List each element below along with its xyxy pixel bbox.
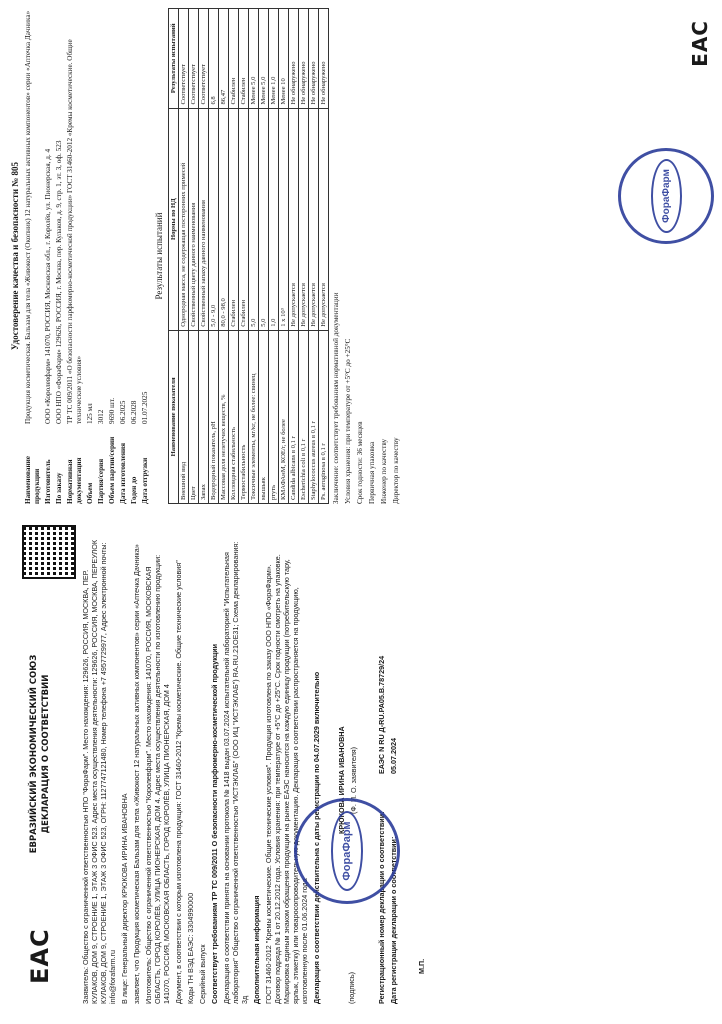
table-cell: Водородный показатель, pH <box>209 330 219 503</box>
union-title: ЕВРАЗИЙСКИЙ ЭКОНОМИЧЕСКИЙ СОЮЗ <box>29 654 39 854</box>
table-cell: 80,0 - 98,0 <box>219 108 229 330</box>
doc-title: ДЕКЛАРАЦИЯ О СООТВЕТСТВИИ <box>41 674 51 834</box>
field-value: ООО «Королевфарм» 141070, РОССИЯ, Московская обл., г. Королёв, ул. Пионерская, д. 4 <box>44 148 52 424</box>
certificate-field <box>130 8 139 504</box>
table-row <box>229 9 239 504</box>
table-row <box>309 9 319 504</box>
stamp-right-text: ФораФарм <box>660 169 672 223</box>
table-cell: Не допускается <box>319 108 329 330</box>
table-cell: Не допускается <box>309 108 319 330</box>
table-cell: Не допускается <box>299 108 309 330</box>
reg-number-label: Регистрационный номер декларации о соответствии: <box>377 811 386 1004</box>
field-label: Годен до <box>130 476 138 504</box>
validity-text: Декларация о соответствии действительна с даты регистрации по 04.07.2029 включительно <box>312 671 321 1004</box>
field-value: Продукция косметическая. Бальзам для тела «Живокост (Окопник) 12 натуральных активных компонентов» серии «Аптечка Дачника» <box>24 10 32 424</box>
table-cell: Candida albicans в 0,1 г <box>289 330 299 503</box>
table-cell: Ps. aeruginosa в 0,1 г <box>319 330 329 503</box>
table-cell: Стабилен <box>229 108 239 330</box>
reg-date: 05.07.2024 <box>389 738 398 774</box>
table-row <box>209 9 219 504</box>
field-value: 125 мл <box>86 403 94 424</box>
table-cell: Стабилен <box>229 9 239 109</box>
shelf-text: Срок годности: 36 месяцев <box>356 421 364 504</box>
table-cell: Массовая доля нелетучих веществ, % <box>219 330 229 503</box>
table-cell: Escherichia coli в 0,1 г <box>299 330 309 503</box>
table-row <box>249 9 259 504</box>
table-cell: Свойственный запаху данного наименования <box>199 108 209 330</box>
table-cell: Соответствует <box>199 9 209 109</box>
declaration-page <box>0 524 722 1024</box>
packaging-text: Первичная упаковка <box>368 441 376 504</box>
table-header-cell: Нормы по НД <box>169 108 179 330</box>
field-label: Наименование продукции <box>24 456 41 504</box>
stamp-right <box>618 148 714 244</box>
conclusion-text: Заключение: соответствует требованиям нормативной документации <box>332 292 340 504</box>
results-table <box>168 8 329 504</box>
table-cell: Staphylococcus aureus в 0,1 г <box>309 330 319 503</box>
field-label: Объем <box>86 482 94 504</box>
reg-date-label: Дата регистрации декларации о соответствии: <box>389 836 398 1004</box>
table-cell: 6,8 <box>209 9 219 109</box>
declares-text: заявляет, что Продукция косметическая Бальзам для тела «Живокост 12 натуральных активных компонентов» серии «Аптечка Дачника» <box>132 544 141 1004</box>
table-cell: 1,0 <box>269 108 279 330</box>
company-stamp <box>294 798 400 904</box>
serial-text: Серийный выпуск <box>198 944 207 1004</box>
table-row <box>259 9 269 504</box>
field-value: 01.07.2025 <box>141 391 149 424</box>
field-label: По заказу <box>55 472 63 504</box>
table-cell: Не обнаружено <box>309 9 319 109</box>
results-title: Результаты испытаний <box>154 212 164 300</box>
table-row <box>269 9 279 504</box>
table-row <box>239 9 249 504</box>
table-cell: Термостабильность <box>239 330 249 503</box>
reg-number: ЕАЭС N RU Д-RU.РА05.В.78729/24 <box>377 655 386 774</box>
qr-code-icon <box>22 525 76 579</box>
table-cell: Соответствует <box>179 9 189 109</box>
table-row <box>299 9 309 504</box>
table-cell: Стабилен <box>239 9 249 109</box>
table-cell: Внешний вид <box>179 330 189 503</box>
field-label: Нормативная документация <box>66 457 83 504</box>
table-cell: Однородная масса, не содержащая посторонних примесей <box>179 108 189 330</box>
table-cell: Цвет <box>189 330 199 503</box>
field-label: Дата изготовления <box>119 442 127 504</box>
conformity-text: Соответствует требованиям ТР ТС 009/2011 О безопасности парфюмерно-косметической продукции <box>210 643 219 1004</box>
director-text: Директор по качеству <box>392 437 400 504</box>
field-label: Изготовитель <box>44 459 52 504</box>
field-value: 9690 шт. <box>108 397 116 424</box>
sign-label: (Ф. И. О. заявителя) <box>349 746 358 814</box>
certificate-field <box>97 8 106 504</box>
table-cell: Не обнаружено <box>289 9 299 109</box>
table-cell: ртуть <box>269 330 279 503</box>
table-row <box>179 9 189 504</box>
certificate-title: Удостоверение качества и безопасности № 805 <box>10 161 20 351</box>
codes-text: Коды ТН ВЭД ЕАЭС: 3304990000 <box>186 892 195 1004</box>
certificate-field <box>44 8 53 504</box>
table-cell: Запах <box>199 330 209 503</box>
table-header <box>169 9 179 504</box>
eac-logo-right: ЕАС <box>688 20 712 67</box>
table-cell: мышьяк <box>259 330 269 503</box>
table-body <box>179 9 329 504</box>
sign-name: КРЮКОВА ИРИНА ИВАНОВНА <box>337 726 346 834</box>
table-cell: Коллоидная стабильность <box>229 330 239 503</box>
table-cell: Стабилен <box>239 108 249 330</box>
table-cell: Не обнаружено <box>299 9 309 109</box>
field-label: Партия/серия <box>97 458 105 504</box>
field-value: 06.2028 <box>130 400 138 424</box>
table-row <box>219 9 229 504</box>
documents-text: Документ, в соответствии с которым изготовлена продукция: ГОСТ 31460-2012 "Кремы косметические. Общие технические условия" <box>174 560 183 1004</box>
certificate-field <box>119 8 128 504</box>
table-row <box>189 9 199 504</box>
table-cell: Не обнаружено <box>319 9 329 109</box>
sign-caption: (подпись) <box>347 972 356 1004</box>
certificate-fields <box>24 8 150 504</box>
extra-title: Дополнительная информация <box>252 895 261 1004</box>
table-row <box>289 9 299 504</box>
applicant-text: Заявитель: Общество с ограниченной ответственностью НПО "ФораФарм". Место нахождения: 129626, РОССИЯ, МОСКВА, ПЕР. КУЛАКОВ, ДОМ 9, СТРОЕНИЕ 1, ЭТАЖ 3 ОФИС 523. Адрес места осуществления деятельности: 129626, РОССИЯ, МОСКВА, ПЕРЕУЛОК КУЛАКОВ, ДОМ 9, СТРОЕНИЕ 1, ЭТАЖ 3 ОФИС 523, ОГРН: 1127747121480, Номер телефона +7 4957729977, Адрес электронной почты: info@forafarm.ru <box>81 539 117 1004</box>
storage-text: Условия хранения: при температуре от +5°С до +25°С <box>344 338 352 504</box>
table-cell: Соответствует <box>189 9 199 109</box>
table-row <box>319 9 329 504</box>
certificate-field <box>86 8 95 504</box>
stamp-text: ФораФарм <box>341 821 353 881</box>
manufacturer-text: Изготовитель: Общество с ограниченной ответственностью "Королевфарм". Место нахождения: 141070, РОССИЯ, МОСКОВСКАЯ ОБЛАСТЬ, ГОРОД КОРОЛЁВ, УЛИЦА ПИОНЕРСКАЯ, ДОМ 4. Адрес места осуществления деятельности по изготовлению продукции: 141070, РОССИЯ, МОСКОВСКАЯ ОБЛАСТЬ, ГОРОД КОРОЛЁВ, УЛИЦА ПИОНЕРСКАЯ, ДОМ 4 <box>144 554 171 1004</box>
certificate-field <box>55 8 64 504</box>
table-cell: КМАФАнМ, КОЕ/г, не более <box>279 330 289 503</box>
table-cell: Свойственный цвету данного наименования <box>189 108 199 330</box>
field-value: 3012 <box>97 409 105 424</box>
table-cell: Менее 5,0 <box>259 9 269 109</box>
stamp-mp: М.П. <box>417 958 426 974</box>
field-value: 06.2025 <box>119 400 127 424</box>
certificate-field <box>66 8 84 504</box>
table-cell: Не допускается <box>289 108 299 330</box>
table-cell: 86,47 <box>219 9 229 109</box>
field-label: Объем партии/серии <box>108 436 116 504</box>
certificate-field <box>141 8 150 504</box>
table-cell: Токсичные элементы, мг/кг, не более: свинец <box>249 330 259 503</box>
table-header-cell: Результаты испытаний <box>169 9 179 109</box>
table-cell: Менее 1,0 <box>269 9 279 109</box>
certificate-field <box>108 8 117 504</box>
table-cell: Менее 5,0 <box>249 9 259 109</box>
table-cell: 5,0 <box>249 108 259 330</box>
field-value: ТР ТС 009/2011 «О безопасности парфюмерно-косметической продукции» ГОСТ 31460-2012 «Кремы косметические. Общие технические условия» <box>66 39 83 424</box>
eac-logo: ЕАС <box>26 928 54 984</box>
table-row <box>279 9 289 504</box>
extra-text: ГОСТ 31460-2012 "Кремы косметические. Общие технические условия". Продукция изготовлена по заказу ООО НПО «ФораФарм». Договор подряда № 1 от 20.12.2012 года. Условия хранения: при температуре от +5°С до +25°С. Срок годности смотреть на упаковке. Маркировка единым знаком обращения продукции на рынке ЕАЭС наносится на каждую единицу продукции (потребительскую тару, ярлык, этикетку) или товаросопроводительную документацию. Декларация о соответствии распространяется на продукцию, изготовленную после 01.06.2024 года <box>264 554 309 1004</box>
table-cell: Менее 10 <box>279 9 289 109</box>
field-value: ООО НПО «ФораФарм» 129626, РОССИЯ, г. Москва, пер. Кулаков, д. 9, стр. 1, эт. 3, оф. 523 <box>55 140 63 424</box>
table-cell: 1 х 10³ <box>279 108 289 330</box>
table-cell: 5,0 <box>259 108 269 330</box>
table-row <box>199 9 209 504</box>
field-label: Дата отгрузки <box>141 457 149 504</box>
basis-text: Декларация о соответствии принята на основании протокола № 1418 выдан 03.07.2024 испытательной лабораторией "Испытательная лаборатория" Общество с ограниченной ответственностью "ИСТЭКЛАБ" (ООО ИЦ "ИСТЭКЛАБ") RA.RU.21ОЕ31; Схема декларирования: 3д <box>222 541 249 1004</box>
table-cell: 5,0 - 9,0 <box>209 108 219 330</box>
person-text: В лице: Генеральный директор КРЮКОВА ИРИНА ИВАНОВНА <box>120 793 129 1004</box>
engineer-text: Инженер по качеству <box>380 438 388 504</box>
table-header-cell: Наименование показателя <box>169 330 179 503</box>
certificate-field <box>24 8 42 504</box>
